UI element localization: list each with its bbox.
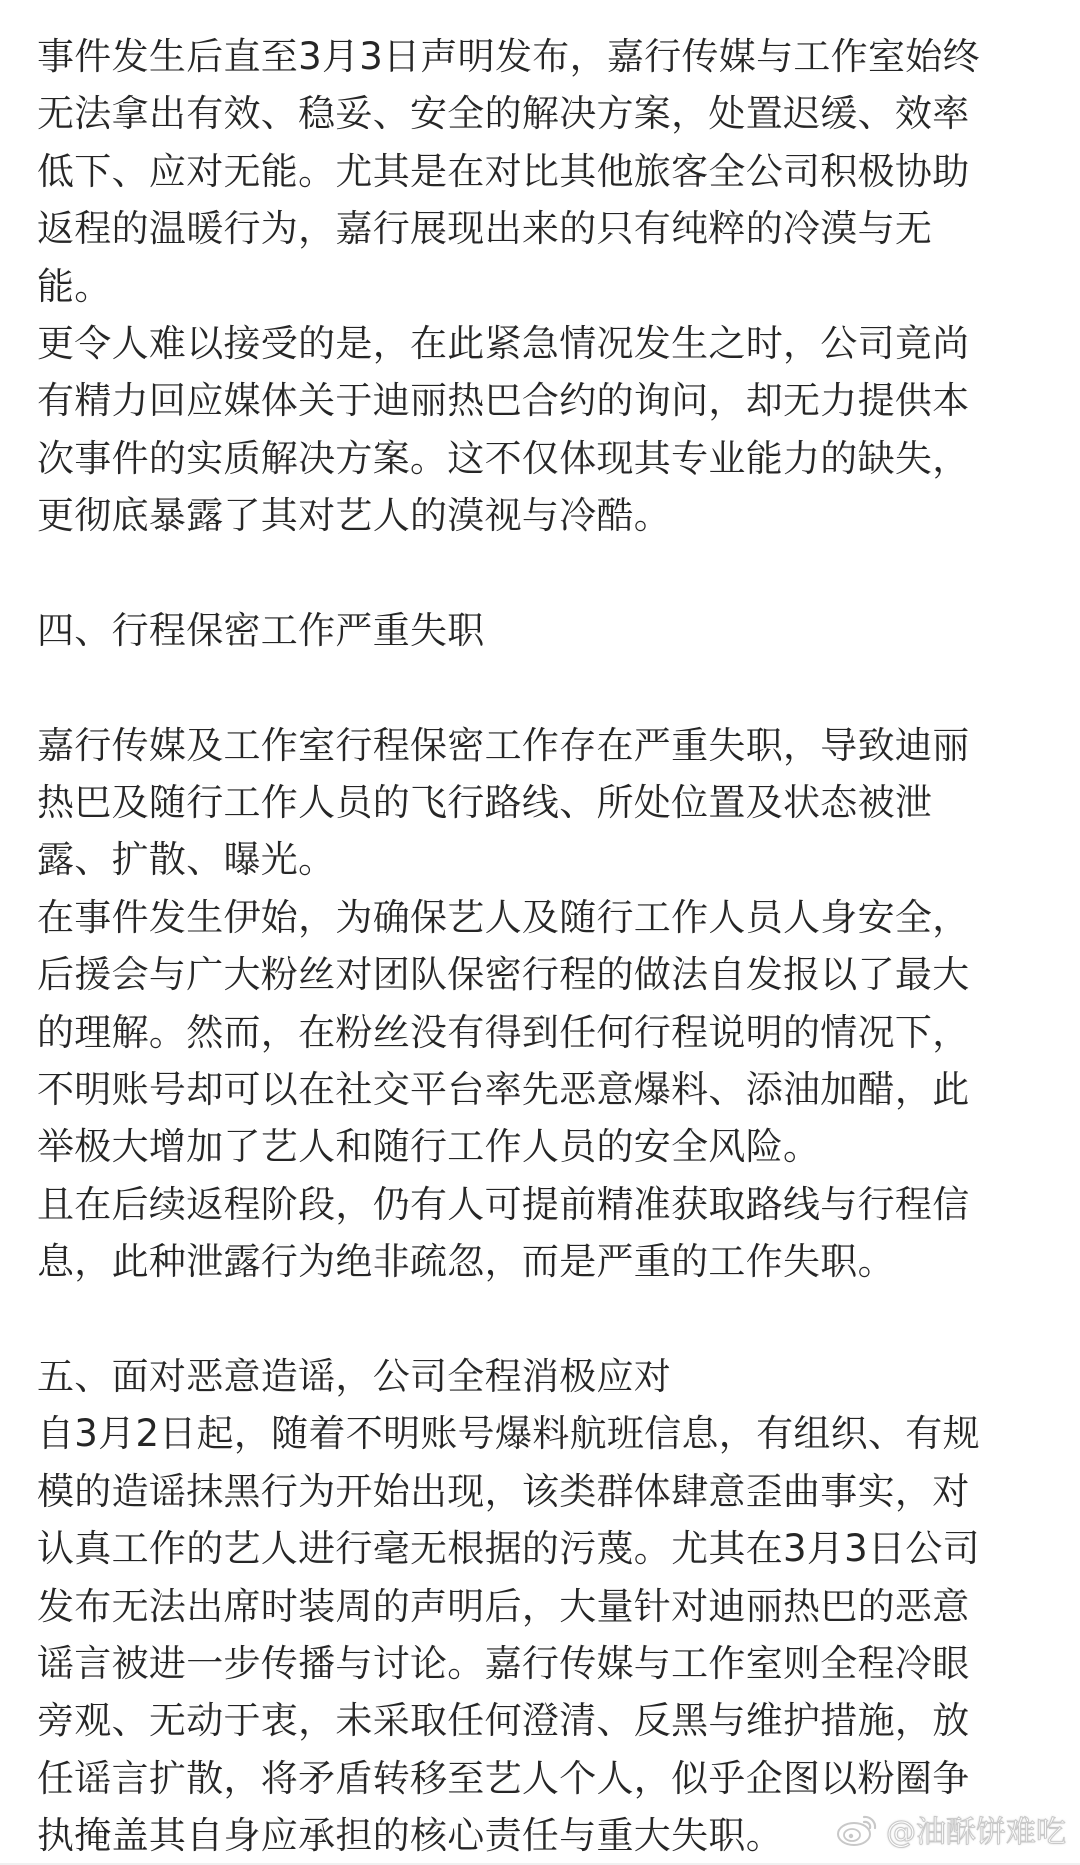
paragraph-line: 热巴及随行工作人员的飞行路线、所处位置及状态被泄: [37, 781, 933, 825]
paragraph-line: 举极大增加了艺人和随行工作人员的安全风险。: [37, 1125, 821, 1169]
weibo-logo-icon: [836, 1811, 880, 1847]
paragraph-line: 息，此种泄露行为绝非疏忽，而是严重的工作失职。: [37, 1240, 895, 1284]
paragraph-line: 更彻底暴露了其对艺人的漠视与冷酷。: [37, 494, 672, 538]
blank-line: [37, 659, 1047, 716]
paragraph-line: 模的造谣抹黑行为开始出现，该类群体肆意歪曲事实，对: [37, 1469, 970, 1513]
paragraph-line: 次事件的实质解决方案。这不仅体现其专业能力的缺失，: [37, 436, 970, 480]
paragraph-line: 任谣言扩散，将矛盾转移至艺人个人，似乎企图以粉圈争: [37, 1756, 970, 1800]
paragraph-line: 有精力回应媒体关于迪丽热巴合约的询问，却无力提供本: [37, 379, 970, 423]
watermark-handle: @油酥饼难吃: [886, 1815, 1066, 1850]
section-heading-4: 四、行程保密工作严重失职: [37, 608, 485, 652]
blank-line: [37, 545, 1047, 602]
section-heading-5: 五、面对恶意造谣，公司全程消极应对: [37, 1354, 672, 1398]
article-body: [37, 28, 1047, 1865]
paragraph-line: 返程的温暖行为，嘉行展现出来的只有纯粹的冷漠与无: [37, 207, 933, 251]
paragraph-line: 无法拿出有效、稳妥、安全的解决方案，处置迟缓、效率: [37, 92, 970, 136]
paragraph-line: 露、扩散、曝光。: [37, 838, 336, 882]
paragraph-line: 认真工作的艺人进行毫无根据的污蔑。尤其在3月3日公司: [37, 1527, 980, 1571]
paragraph-line: 事件发生后直至3月3日声明发布，嘉行传媒与工作室始终: [37, 35, 980, 78]
weibo-watermark: [836, 1807, 1066, 1851]
paragraph-line: 在事件发生伊始，为确保艺人及随行工作人员人身安全，: [37, 895, 970, 939]
blank-line: [37, 1291, 1047, 1348]
paragraph-line: 旁观、无动于衷，未采取任何澄清、反黑与维护措施，放: [37, 1699, 970, 1743]
paragraph-line: 发布无法出席时装周的声明后，大量针对迪丽热巴的恶意: [37, 1584, 970, 1628]
paragraph-line: 嘉行传媒及工作室行程保密工作存在严重失职，导致迪丽: [37, 723, 970, 767]
paragraph-line: 自3月2日起，随着不明账号爆料航班信息，有组织、有规: [37, 1412, 980, 1456]
paragraph-line: 且在后续返程阶段，仍有人可提前精准获取路线与行程信: [37, 1182, 970, 1226]
paragraph-line: 不明账号却可以在社交平台率先恶意爆料、添油加醋，此: [37, 1068, 970, 1112]
paragraph-line: 能。: [37, 264, 112, 308]
paragraph-line: 更令人难以接受的是，在此紧急情况发生之时，公司竟尚: [37, 321, 970, 365]
paragraph-line: 后援会与广大粉丝对团队保密行程的做法自发报以了最大: [37, 953, 970, 997]
paragraph-line: 谣言被进一步传播与讨论。嘉行传媒与工作室则全程冷眼: [37, 1641, 970, 1685]
screen-corner-edge: [0, 0, 22, 22]
paragraph-line: 的理解。然而，在粉丝没有得到任何行程说明的情况下，: [37, 1010, 970, 1054]
paragraph-line: 低下、应对无能。尤其是在对比其他旅客全公司积极协助: [37, 149, 970, 193]
paragraph-line: 执掩盖其自身应承担的核心责任与重大失职。: [37, 1814, 783, 1858]
